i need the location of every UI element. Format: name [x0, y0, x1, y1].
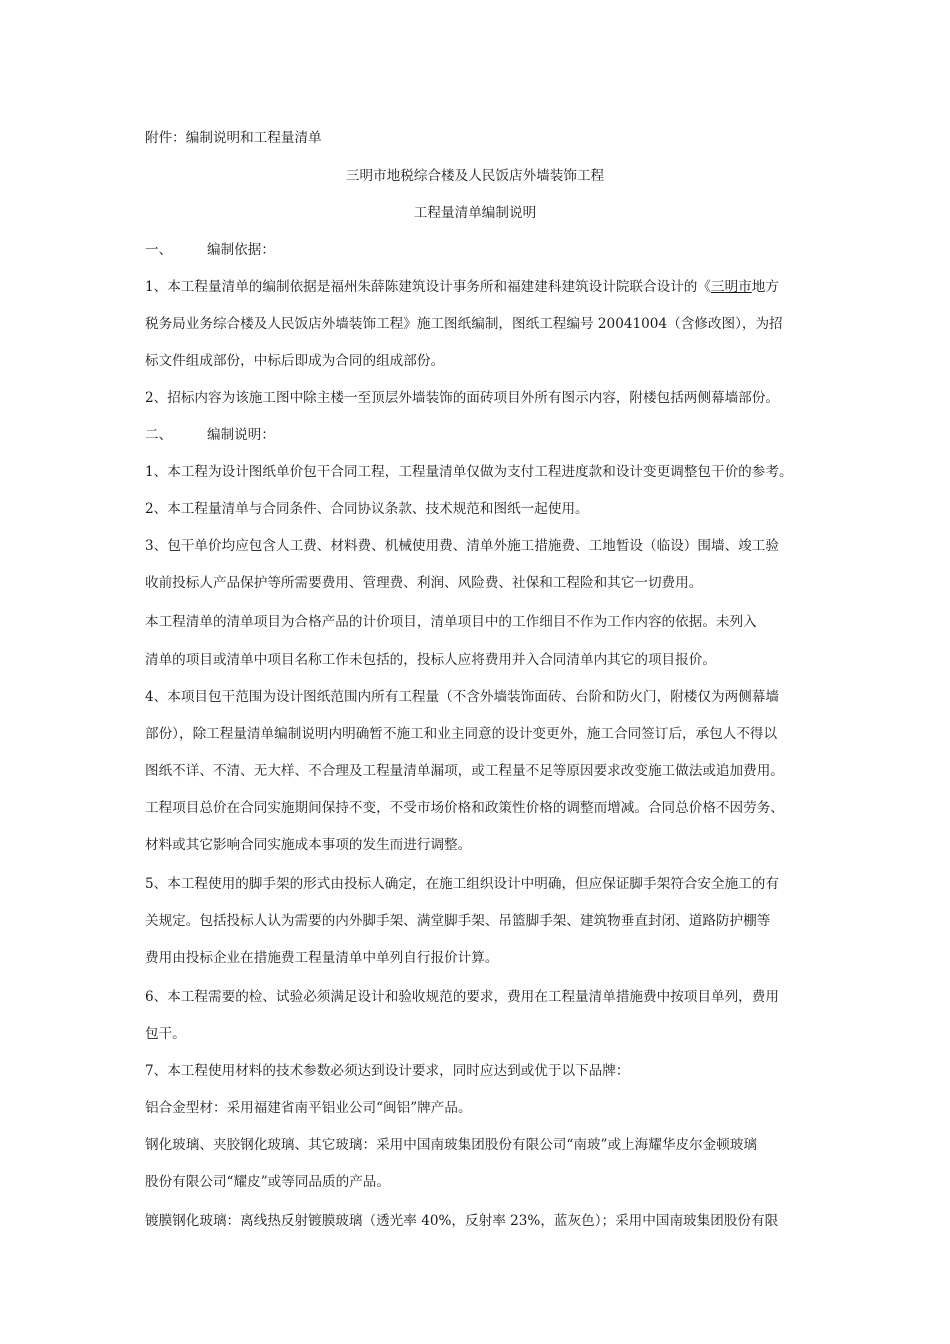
- section-1-label: 编制依据：: [207, 242, 275, 258]
- underlined-city-name: 三明市: [711, 279, 752, 295]
- material-aluminum-line-1: 铝合金型材：采用福建省南平铝业公司“闽铝”牌产品。: [145, 1100, 472, 1116]
- paragraph-2-line-1: 2、招标内容为该施工图中除主楼一至顶层外墙装饰的面砖项目外所有图示内容，附楼包括两侧幕墙部份。: [145, 390, 779, 406]
- paragraph-1-text-a: 1、本工程量清单的编制依据是福州朱薛陈建筑设计事务所和福建建科建筑设计院联合设计的《: [145, 279, 711, 295]
- section-2-heading: [145, 425, 275, 445]
- item-5-line-3: 费用由投标企业在措施费工程量清单中单列自行报价计算。: [145, 950, 499, 966]
- section-1-heading: [145, 240, 275, 260]
- item-1-line-1: 1、本工程为设计图纸单价包干合同工程，工程量清单仅做为支付工程进度款和设计变更调整包干价的参考。: [145, 464, 793, 480]
- document-subtitle: 工程量清单编制说明: [413, 205, 537, 221]
- section-2-label: 编制说明：: [207, 427, 275, 443]
- item-3b-line-2: 清单的项目或清单中项目名称工作未包括的，投标人应将费用并入合同清单内其它的项目报价。: [145, 652, 716, 668]
- item-4-line-5: 材料或其它影响合同实施成本事项的发生而进行调整。: [145, 837, 472, 853]
- item-4-line-3: 图纸不详、不清、无大样、不合理及工程量清单漏项，或工程量不足等原因要求改变施工做法或追加费用。: [145, 763, 784, 779]
- material-glass-line-2: 股份有限公司“耀皮”或等同品质的产品。: [145, 1174, 390, 1190]
- item-2-line-1: 2、本工程量清单与合同条件、合同协议条款、技术规范和图纸一起使用。: [145, 501, 589, 517]
- item-6-line-2: 包干。: [145, 1026, 186, 1042]
- paragraph-1-line-2: 税务局业务综合楼及人民饭店外墙装饰工程》施工图纸编制，图纸工程编号 20041004（含修改图），为招: [145, 316, 783, 332]
- item-4-line-1: 4、本项目包干范围为设计图纸范围内所有工程量（不含外墙装饰面砖、台阶和防火门，附楼仅为两侧幕墙: [145, 689, 779, 705]
- item-3b-line-1: 本工程清单的清单项目为合格产品的计价项目，清单项目中的工作细目不作为工作内容的依据。未列入: [145, 614, 757, 630]
- attachment-title: 附件：编制说明和工程量清单: [145, 130, 322, 146]
- item-5-line-2: 关规定。包括投标人认为需要的内外脚手架、满堂脚手架、吊篮脚手架、建筑物垂直封闭、道路防护棚等: [145, 913, 771, 929]
- material-coated-glass-line-1: 镀膜钢化玻璃：离线热反射镀膜玻璃（透光率 40%，反射率 23%，蓝灰色）；采用中国南玻集团股份有限: [145, 1213, 779, 1229]
- item-7-line-1: 7、本工程使用材料的技术参数必须达到设计要求，同时应达到或优于以下品牌：: [145, 1063, 630, 1079]
- item-5-line-1: 5、本工程使用的脚手架的形式由投标人确定，在施工组织设计中明确，但应保证脚手架符合安全施工的有: [145, 876, 779, 892]
- item-4-line-4: 工程项目总价在合同实施期间保持不变，不受市场价格和政策性价格的调整而增减。合同总价格不因劳务、: [145, 800, 784, 816]
- paragraph-1-line-3: 标文件组成部份，中标后即成为合同的组成部份。: [145, 353, 445, 369]
- project-title: 三明市地税综合楼及人民饭店外墙装饰工程: [345, 168, 605, 184]
- material-glass-line-1: 钢化玻璃、夹胶钢化玻璃、其它玻璃：采用中国南玻集团股份有限公司“南玻”或上海耀华皮尔金顿玻璃: [145, 1137, 758, 1153]
- section-1-number: 一、: [145, 242, 173, 258]
- item-3-line-1: 3、包干单价均应包含人工费、材料费、机械使用费、清单外施工措施费、工地暂设（临设）围墙、竣工验: [145, 538, 779, 554]
- item-6-line-1: 6、本工程需要的检、试验必须满足设计和验收规范的要求，费用在工程量清单措施费中按项目单列，费用: [145, 989, 779, 1005]
- item-3-line-2: 收前投标人产品保护等所需要费用、管理费、利润、风险费、社保和工程险和其它一切费用。: [145, 575, 703, 591]
- section-2-number: 二、: [145, 427, 173, 443]
- item-4-line-2: 部份），除工程量清单编制说明内明确暂不施工和业主同意的设计变更外，施工合同签订后，承包人不得以: [145, 726, 778, 742]
- paragraph-1-line-1: [145, 277, 779, 297]
- paragraph-1-text-b: 地方: [751, 279, 779, 295]
